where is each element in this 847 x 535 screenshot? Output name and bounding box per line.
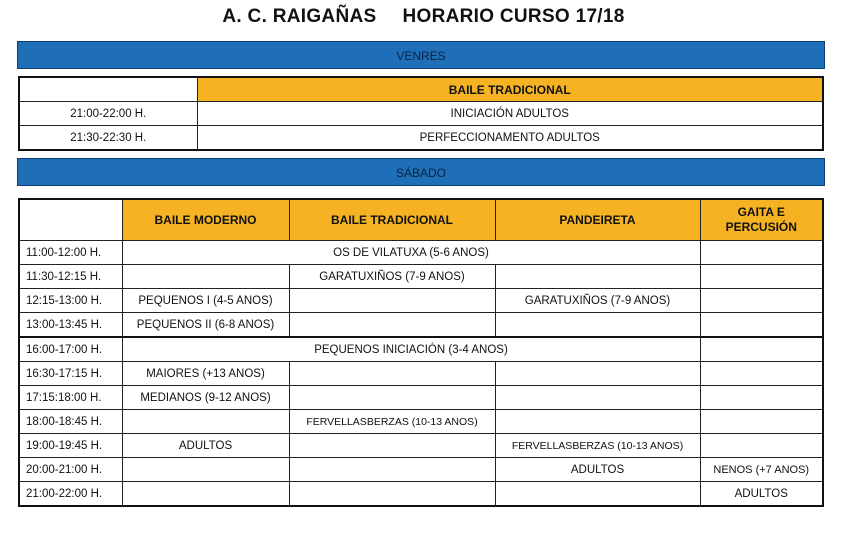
tradicional-cell: FERVELLASBERZAS (10-13 ANOS) (289, 410, 495, 434)
time-cell: 12:15-13:00 H. (19, 289, 122, 313)
tradicional-cell (289, 289, 495, 313)
table-row (19, 458, 823, 482)
empty-corner-cell (19, 77, 197, 102)
time-cell: 17:15:18:00 H. (19, 386, 122, 410)
table-row (19, 289, 823, 313)
table-row (19, 265, 823, 289)
header-baile-moderno: BAILE MODERNO (122, 199, 289, 241)
time-cell: 18:00-18:45 H. (19, 410, 122, 434)
moderno-cell (122, 482, 289, 507)
gaita-cell (700, 386, 823, 410)
span-activity-cell: PEQUENOS INICIACIÓN (3-4 ANOS) (122, 337, 700, 362)
header-pandeireta: PANDEIRETA (495, 199, 700, 241)
pandeireta-cell (495, 482, 700, 507)
tradicional-cell: GARATUXIÑOS (7-9 ANOS) (289, 265, 495, 289)
gaita-cell (700, 362, 823, 386)
pandeireta-cell (495, 386, 700, 410)
time-cell: 21:00-22:00 H. (19, 482, 122, 507)
gaita-cell (700, 410, 823, 434)
page-title (0, 6, 847, 28)
tradicional-cell (289, 313, 495, 338)
gaita-cell (700, 313, 823, 338)
pandeireta-cell: ADULTOS (495, 458, 700, 482)
time-cell: 16:00-17:00 H. (19, 337, 122, 362)
gaita-cell (700, 434, 823, 458)
table-row (19, 337, 823, 362)
table-row (19, 434, 823, 458)
table-row (19, 482, 823, 507)
time-cell: 11:30-12:15 H. (19, 265, 122, 289)
activity-cell: INICIACIÓN ADULTOS (197, 102, 823, 126)
sabado-table (18, 198, 824, 507)
moderno-cell: ADULTOS (122, 434, 289, 458)
time-cell: 19:00-19:45 H. (19, 434, 122, 458)
time-cell: 21:00-22:00 H. (19, 102, 197, 126)
moderno-cell: MAIORES (+13 ANOS) (122, 362, 289, 386)
pandeireta-cell: GARATUXIÑOS (7-9 ANOS) (495, 289, 700, 313)
table-row (19, 410, 823, 434)
gaita-cell (700, 241, 823, 265)
tradicional-cell (289, 482, 495, 507)
gaita-cell: NENOS (+7 ANOS) (700, 458, 823, 482)
time-cell: 13:00-13:45 H. (19, 313, 122, 338)
gaita-cell: ADULTOS (700, 482, 823, 507)
schedule-title: HORARIO CURSO 17/18 (402, 6, 625, 27)
time-cell: 16:30-17:15 H. (19, 362, 122, 386)
time-cell: 20:00-21:00 H. (19, 458, 122, 482)
moderno-cell: PEQUENOS II (6-8 ANOS) (122, 313, 289, 338)
table-row (19, 126, 823, 151)
pandeireta-cell (495, 313, 700, 338)
activity-cell: PERFECCIONAMENTO ADULTOS (197, 126, 823, 151)
table-row (19, 313, 823, 338)
header-baile-tradicional: BAILE TRADICIONAL (289, 199, 495, 241)
time-cell: 21:30-22:30 H. (19, 126, 197, 151)
tradicional-cell (289, 386, 495, 410)
span-activity-cell: OS DE VILATUXA (5-6 ANOS) (122, 241, 700, 265)
tradicional-cell (289, 362, 495, 386)
pandeireta-cell: FERVELLASBERZAS (10-13 ANOS) (495, 434, 700, 458)
gaita-cell (700, 289, 823, 313)
moderno-cell (122, 410, 289, 434)
venres-header-baile-tradicional: BAILE TRADICIONAL (197, 77, 823, 102)
pandeireta-cell (495, 265, 700, 289)
moderno-cell: MEDIANOS (9-12 ANOS) (122, 386, 289, 410)
venres-table (18, 76, 824, 151)
association-name: A. C. RAIGAÑAS (222, 6, 377, 27)
moderno-cell: PEQUENOS I (4-5 ANOS) (122, 289, 289, 313)
moderno-cell (122, 458, 289, 482)
venres-band: VENRES (17, 41, 825, 69)
gaita-cell (700, 265, 823, 289)
pandeireta-cell (495, 362, 700, 386)
tradicional-cell (289, 458, 495, 482)
table-row (19, 102, 823, 126)
header-gaita-e-percusion: GAITA E PERCUSIÓN (700, 199, 823, 241)
sabado-band: SÁBADO (17, 158, 825, 186)
pandeireta-cell (495, 410, 700, 434)
table-row (19, 386, 823, 410)
table-row (19, 362, 823, 386)
time-cell: 11:00-12:00 H. (19, 241, 122, 265)
tradicional-cell (289, 434, 495, 458)
table-row (19, 241, 823, 265)
gaita-cell (700, 337, 823, 362)
moderno-cell (122, 265, 289, 289)
empty-corner-cell (19, 199, 122, 241)
